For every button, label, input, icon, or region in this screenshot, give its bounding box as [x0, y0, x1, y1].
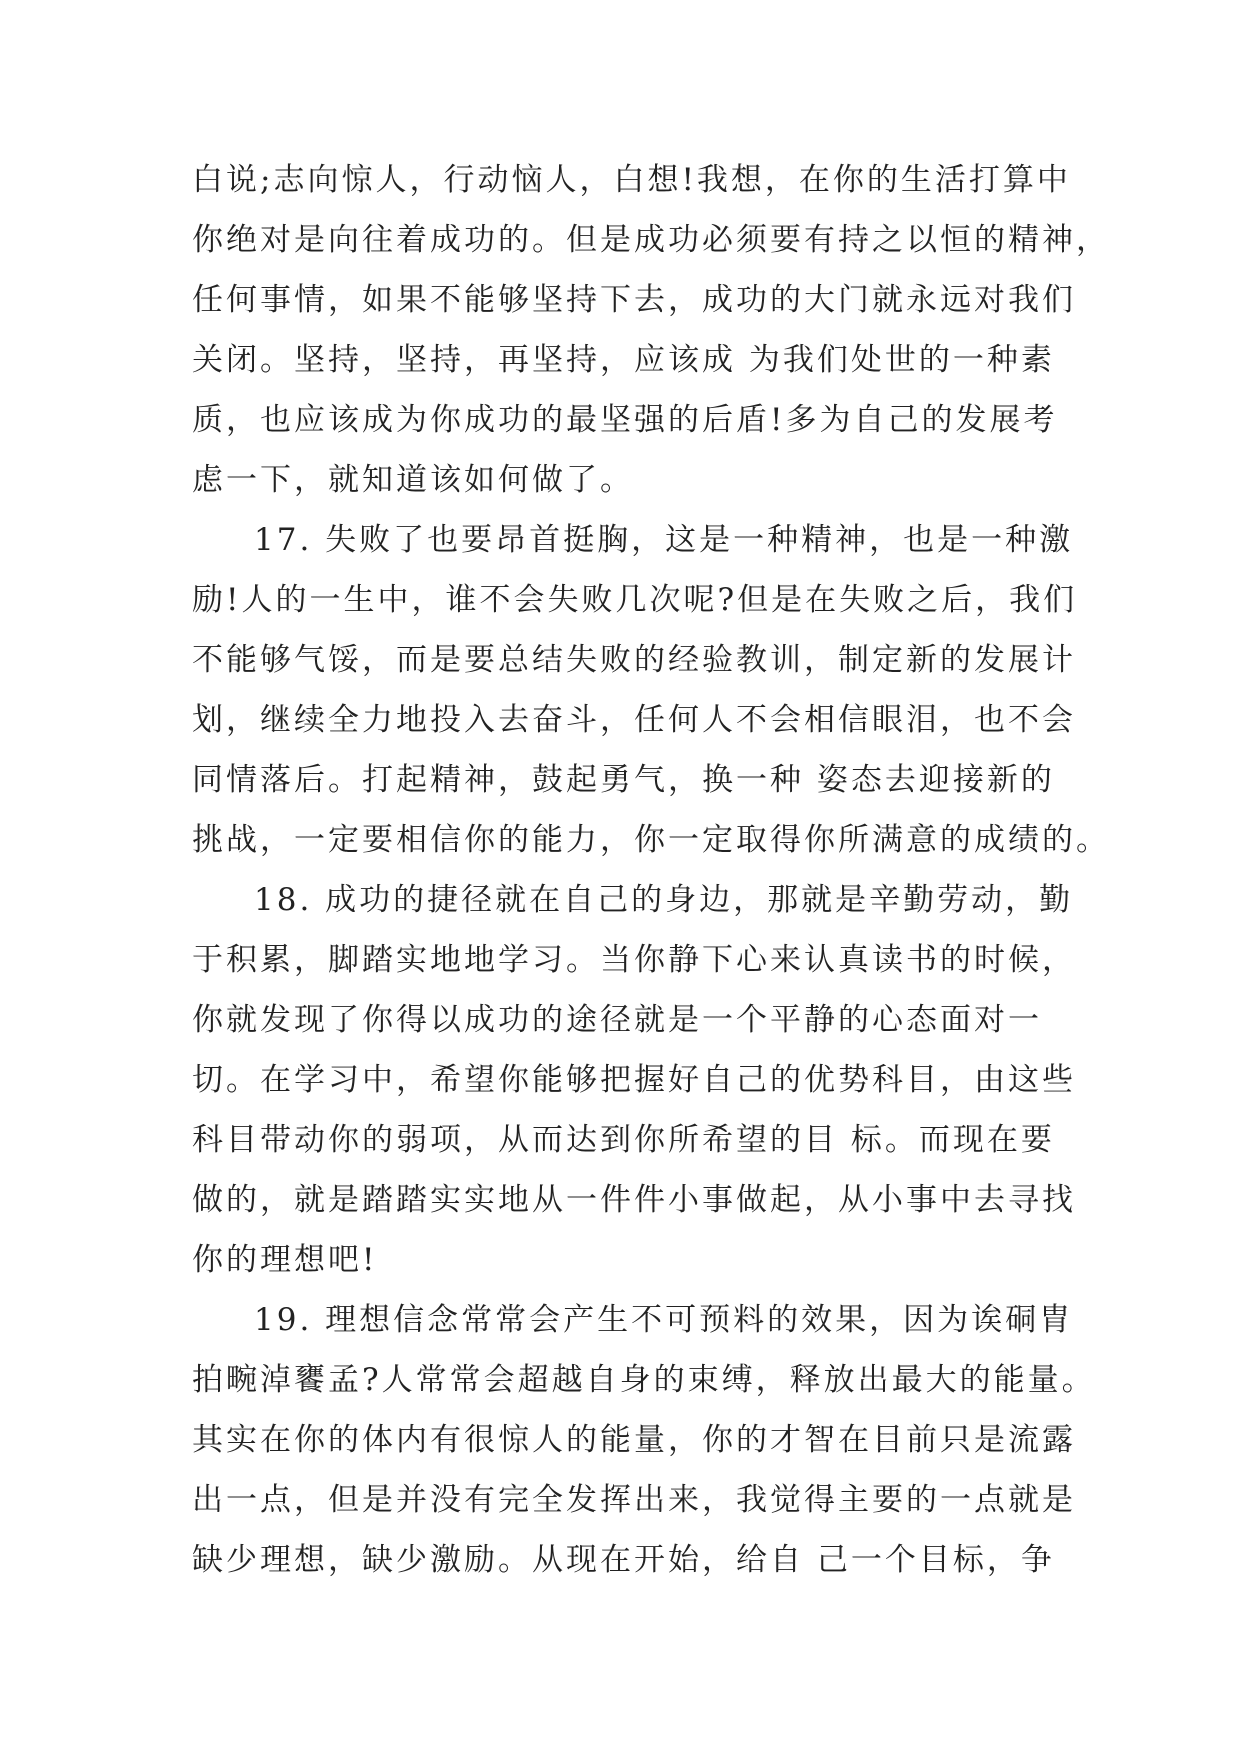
text-line: 19. 理想信念常常会产生不可预料的效果，因为诶硐胄 — [254, 1302, 1074, 1338]
text-line: 你就发现了你得以成功的途径就是一个平静的心态面对一 — [192, 1002, 1042, 1038]
text-line: 挑战，一定要相信你的能力，你一定取得你所满意的成绩的。 — [192, 822, 1110, 858]
text-line: 于积累，脚踏实地地学习。当你静下心来认真读书的时候， — [192, 942, 1076, 978]
text-line: 任何事情，如果不能够坚持下去，成功的大门就永远对我们 — [192, 282, 1076, 318]
text-line: 不能够气馁，而是要总结失败的经验教训，制定新的发展计 — [192, 642, 1076, 678]
text-line: 18. 成功的捷径就在自己的身边，那就是辛勤劳动，勤 — [254, 882, 1074, 918]
text-line: 虑一下，就知道该如何做了。 — [192, 462, 634, 498]
text-line: 同情落后。打起精神，鼓起勇气，换一种 姿态去迎接新的 — [192, 762, 1055, 798]
text-line: 其实在你的体内有很惊人的能量，你的才智在目前只是流露 — [192, 1422, 1076, 1458]
text-line: 出一点，但是并没有完全发挥出来，我觉得主要的一点就是 — [192, 1482, 1076, 1518]
text-line: 切。在学习中，希望你能够把握好自己的优势科目，由这些 — [192, 1062, 1076, 1098]
text-line: 白说;志向惊人，行动恼人，白想!我想，在你的生活打算中 — [192, 162, 1071, 198]
text-line: 科目带动你的弱项，从而达到你所希望的目 标。而现在要 — [192, 1122, 1055, 1158]
text-line: 关闭。坚持，坚持，再坚持，应该成 为我们处世的一种素 — [192, 342, 1055, 378]
text-line: 你的理想吧! — [192, 1242, 378, 1278]
text-line: 质，也应该成为你成功的最坚强的后盾!多为自己的发展考 — [192, 402, 1058, 438]
text-line: 划，继续全力地投入去奋斗，任何人不会相信眼泪，也不会 — [192, 702, 1076, 738]
text-line: 拍畹淖饔孟?人常常会超越自身的束缚，释放出最大的能量。 — [192, 1362, 1096, 1398]
document-page — [192, 150, 1110, 1590]
text-line: 17. 失败了也要昂首挺胸，这是一种精神，也是一种激 — [254, 522, 1074, 558]
text-line: 做的，就是踏踏实实地从一件件小事做起，从小事中去寻找 — [192, 1182, 1076, 1218]
text-line: 励!人的一生中，谁不会失败几次呢?但是在失败之后，我们 — [192, 582, 1078, 618]
text-line: 缺少理想，缺少激励。从现在开始，给自 己一个目标，争 — [192, 1542, 1055, 1578]
text-line: 你绝对是向往着成功的。但是成功必须要有持之以恒的精神， — [192, 222, 1110, 258]
